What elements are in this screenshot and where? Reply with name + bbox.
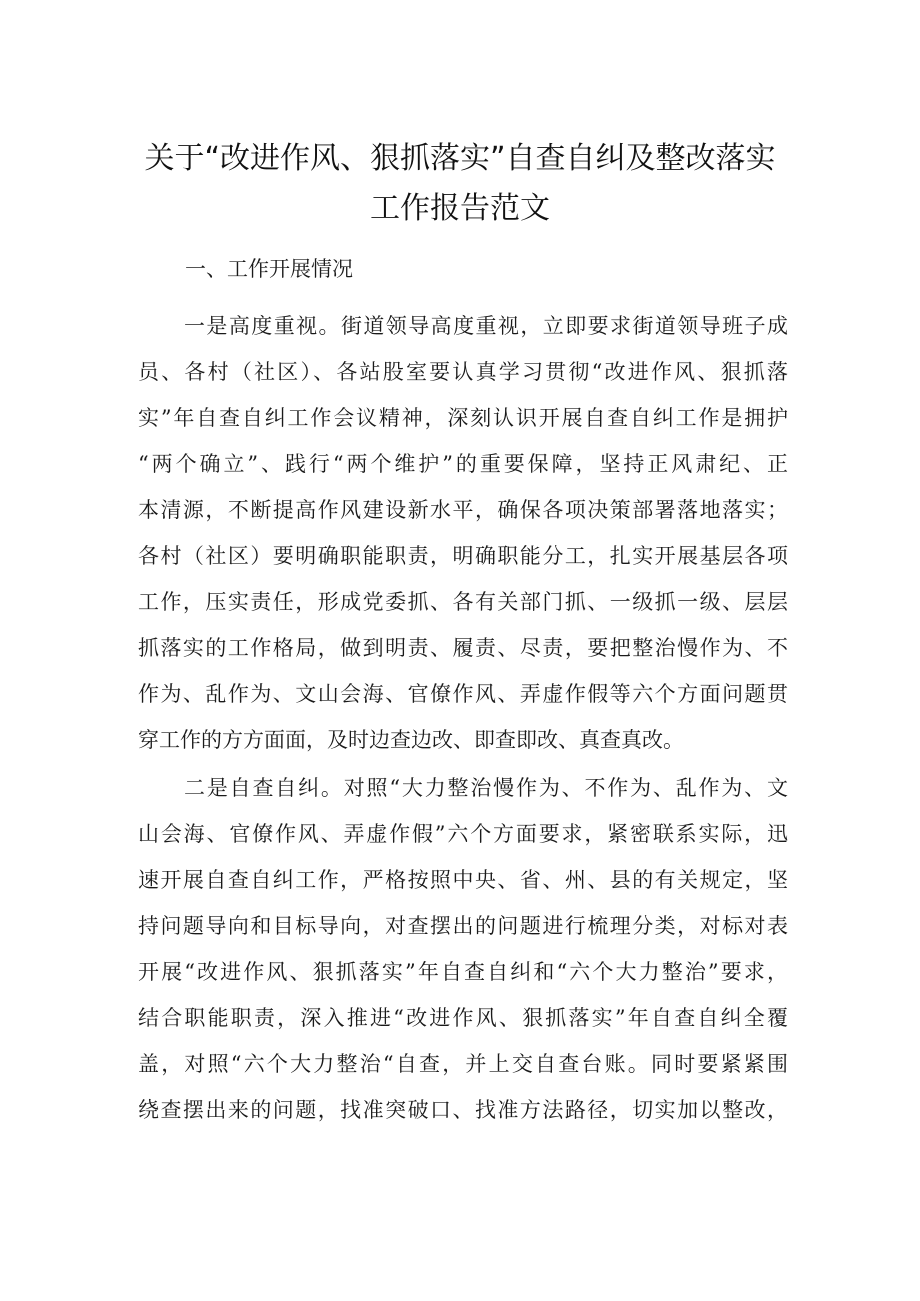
paragraph-line: 绕查摆出来的问题，找准突破口、找准方法路径，切实加以整改， [138,1098,788,1122]
paragraph-line: 速开展自查自纠工作，严格按照中央、省、州、县的有关规定，坚 [138,868,788,892]
paragraph-line: 员、各村（社区）、各站股室要认真学习贯彻“改进作风、狠抓落 [138,360,788,384]
title-line: 关于“改进作风、狠抓落实”自查自纠及整改落实 [144,141,776,176]
paragraph-line: 结合职能职责，深入推进“改进作风、狠抓落实”年自查自纠全覆 [138,1006,788,1030]
paragraph-line: 二是自查自纠。对照“大力整治慢作为、不作为、乱作为、文 [184,776,788,800]
paragraph-line: 各村（社区）要明确职能职责，明确职能分工，扎实开展基层各项 [138,544,788,568]
title-line: 工作报告范文 [370,191,550,226]
paragraph-line: 抓落实的工作格局，做到明责、履责、尽责，要把整治慢作为、不 [138,636,788,660]
paragraph-line: 开展“改进作风、狠抓落实”年自查自纠和“六个大力整治”要求， [138,960,788,984]
paragraph-line: 一是高度重视。街道领导高度重视，立即要求街道领导班子成 [184,314,788,338]
paragraph-line: “两个确立”、践行“两个维护”的重要保障，坚持正风肃纪、正 [138,452,788,476]
paragraph-line: 持问题导向和目标导向，对查摆出的问题进行梳理分类，对标对表 [138,914,788,938]
section-heading: 一、工作开展情况 [185,257,353,281]
paragraph-line: 山会海、官僚作风、弄虚作假”六个方面要求，紧密联系实际，迅 [138,822,788,846]
paragraph-high-attention [138,303,788,763]
paragraph-self-inspection [138,765,788,1133]
paragraph-line: 实”年自查自纠工作会议精神，深刻认识开展自查自纠工作是拥护 [138,406,788,430]
paragraph-line: 作为、乱作为、文山会海、官僚作风、弄虚作假等六个方面问题贯 [138,682,788,706]
document-title [100,134,820,234]
paragraph-line: 盖，对照“六个大力整治“自查，并上交自查台账。同时要紧紧围 [138,1052,788,1076]
paragraph-line: 本清源，不断提高作风建设新水平，确保各项决策部署落地落实； [138,498,788,522]
paragraph-line: 工作，压实责任，形成党委抓、各有关部门抓、一级抓一级、层层 [138,590,788,614]
paragraph-line: 穿工作的方方面面，及时边查边改、即查即改、真查真改。 [138,728,684,752]
